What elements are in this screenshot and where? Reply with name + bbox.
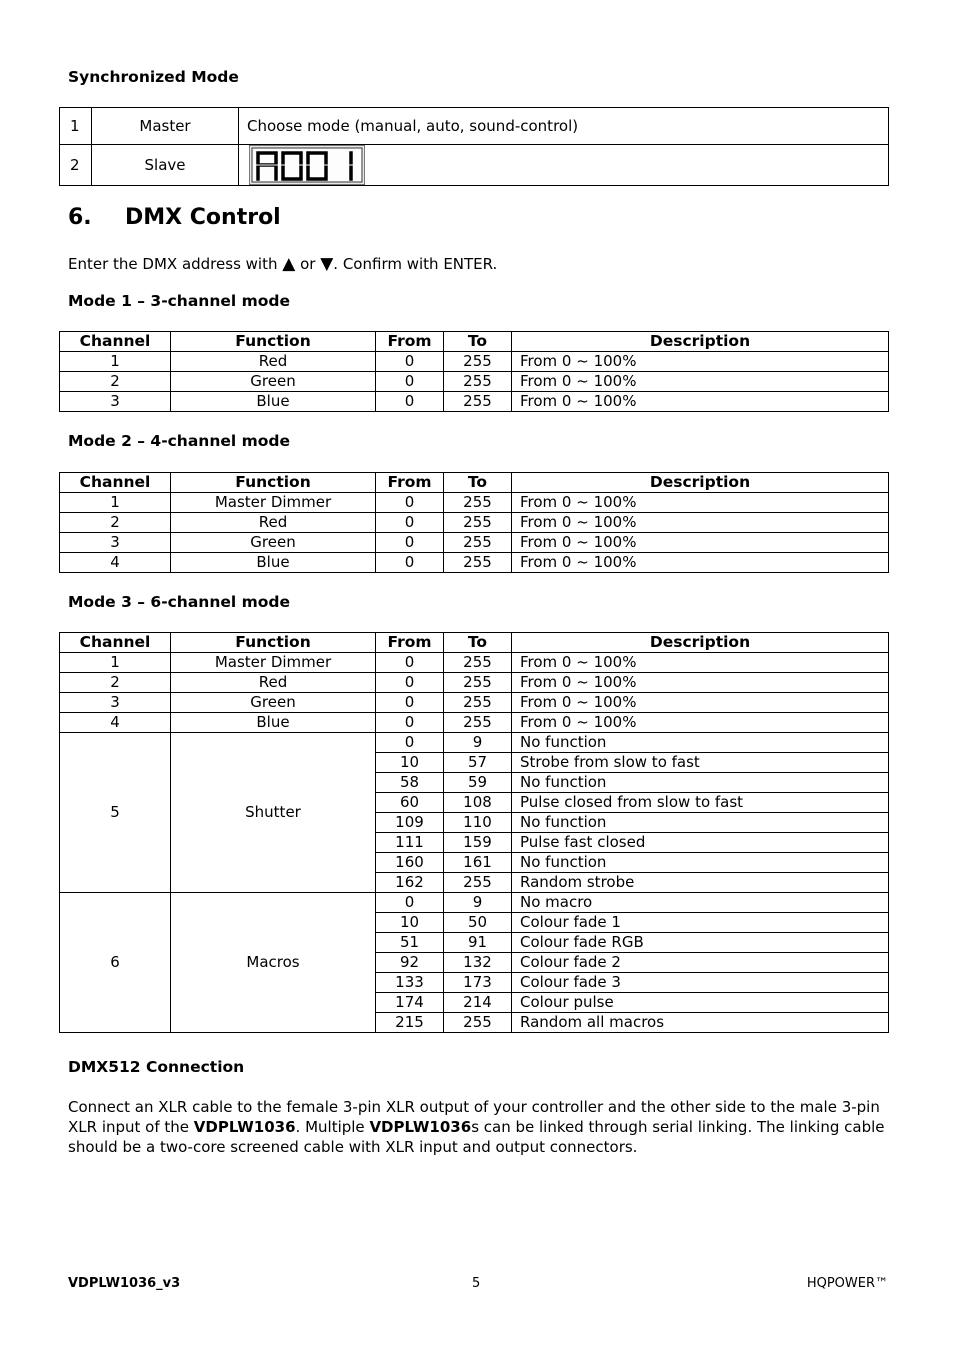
cell-to: 59 xyxy=(444,773,512,793)
col-description: Description xyxy=(512,633,889,653)
cell-description: Colour fade 2 xyxy=(512,953,889,973)
col-channel: Channel xyxy=(60,332,171,352)
cell-from: 0 xyxy=(376,653,444,673)
cell-channel: 3 xyxy=(60,392,171,412)
cell-description: No macro xyxy=(512,893,889,913)
cell-description: From 0 ~ 100% xyxy=(512,713,889,733)
cell-to: 255 xyxy=(444,673,512,693)
col-channel: Channel xyxy=(60,473,171,493)
cell-description: From 0 ~ 100% xyxy=(512,653,889,673)
cell-from: 0 xyxy=(376,513,444,533)
mode2-table xyxy=(59,472,889,573)
cell-description: Colour fade 1 xyxy=(512,913,889,933)
sync-num: 2 xyxy=(60,145,92,186)
cell-description: Colour fade RGB xyxy=(512,933,889,953)
cell-from: 51 xyxy=(376,933,444,953)
cell-from: 0 xyxy=(376,493,444,513)
table-row xyxy=(60,893,889,913)
cell-to: 9 xyxy=(444,893,512,913)
cell-description: From 0 ~ 100% xyxy=(512,493,889,513)
table-row xyxy=(60,352,889,372)
cell-description: Strobe from slow to fast xyxy=(512,753,889,773)
cell-function: Red xyxy=(171,513,376,533)
cell-description: From 0 ~ 100% xyxy=(512,513,889,533)
cell-channel: 3 xyxy=(60,533,171,553)
cell-from: 0 xyxy=(376,733,444,753)
cell-to: 57 xyxy=(444,753,512,773)
cell-description: From 0 ~ 100% xyxy=(512,693,889,713)
cell-from: 0 xyxy=(376,693,444,713)
cell-channel: 6 xyxy=(60,893,171,1033)
cell-from: 0 xyxy=(376,533,444,553)
cell-to: 255 xyxy=(444,693,512,713)
table-row xyxy=(60,392,889,412)
cell-channel: 4 xyxy=(60,713,171,733)
intro-text: Enter the DMX address with xyxy=(68,255,283,273)
cell-from: 92 xyxy=(376,953,444,973)
cell-function: Blue xyxy=(171,392,376,412)
cell-function: Green xyxy=(171,693,376,713)
connection-text: s can be linked through serial linking. The linking cable should be a two-core screened cable with XLR input and output connectors. xyxy=(68,1118,885,1156)
cell-to: 255 xyxy=(444,513,512,533)
cell-description: From 0 ~ 100% xyxy=(512,372,889,392)
cell-from: 0 xyxy=(376,392,444,412)
cell-description: No function xyxy=(512,773,889,793)
sync-desc: Choose mode (manual, auto, sound-control) xyxy=(239,108,889,145)
cell-from: 0 xyxy=(376,893,444,913)
cell-to: 255 xyxy=(444,553,512,573)
cell-to: 132 xyxy=(444,953,512,973)
cell-to: 255 xyxy=(444,533,512,553)
cell-to: 159 xyxy=(444,833,512,853)
table-row xyxy=(60,145,889,186)
table-header-row xyxy=(60,473,889,493)
connection-heading: DMX512 Connection xyxy=(68,1058,245,1076)
footer-doc-id: VDPLW1036_v3 xyxy=(68,1276,181,1291)
cell-to: 255 xyxy=(444,372,512,392)
cell-description: From 0 ~ 100% xyxy=(512,553,889,573)
cell-description: No function xyxy=(512,853,889,873)
cell-from: 60 xyxy=(376,793,444,813)
section-title: DMX Control xyxy=(125,205,281,230)
mode3-heading: Mode 3 – 6-channel mode xyxy=(68,593,291,611)
cell-from: 58 xyxy=(376,773,444,793)
sync-display-cell xyxy=(239,145,889,186)
cell-to: 255 xyxy=(444,713,512,733)
cell-from: 109 xyxy=(376,813,444,833)
cell-description: From 0 ~ 100% xyxy=(512,673,889,693)
cell-to: 214 xyxy=(444,993,512,1013)
col-from: From xyxy=(376,633,444,653)
cell-function: Red xyxy=(171,673,376,693)
section-number: 6. xyxy=(68,205,92,230)
col-channel: Channel xyxy=(60,633,171,653)
cell-description: No function xyxy=(512,813,889,833)
cell-from: 160 xyxy=(376,853,444,873)
col-function: Function xyxy=(171,633,376,653)
sync-mode: Master xyxy=(92,108,239,145)
cell-function: Master Dimmer xyxy=(171,653,376,673)
cell-from: 162 xyxy=(376,873,444,893)
table-row xyxy=(60,108,889,145)
cell-channel: 4 xyxy=(60,553,171,573)
col-function: Function xyxy=(171,332,376,352)
cell-description: From 0 ~ 100% xyxy=(512,392,889,412)
table-row xyxy=(60,533,889,553)
mode1-heading: Mode 1 – 3-channel mode xyxy=(68,292,291,310)
cell-channel: 2 xyxy=(60,372,171,392)
cell-description: Colour pulse xyxy=(512,993,889,1013)
connection-text: . Multiple xyxy=(295,1118,370,1136)
cell-from: 111 xyxy=(376,833,444,853)
cell-channel: 1 xyxy=(60,352,171,372)
table-row xyxy=(60,713,889,733)
cell-to: 9 xyxy=(444,733,512,753)
table-row xyxy=(60,733,889,753)
cell-function: Green xyxy=(171,372,376,392)
cell-description: From 0 ~ 100% xyxy=(512,533,889,553)
mode1-table xyxy=(59,331,889,412)
cell-description: From 0 ~ 100% xyxy=(512,352,889,372)
connection-text: Connect an XLR cable to the female 3-pin XLR output of your controller and the other side to the male 3-pin XLR input of the xyxy=(68,1098,880,1136)
cell-description: Random all macros xyxy=(512,1013,889,1033)
cell-description: Pulse fast closed xyxy=(512,833,889,853)
cell-to: 255 xyxy=(444,653,512,673)
arrow-up-icon: ▲ xyxy=(282,254,296,274)
table-header-row xyxy=(60,332,889,352)
cell-from: 133 xyxy=(376,973,444,993)
cell-to: 255 xyxy=(444,392,512,412)
cell-from: 174 xyxy=(376,993,444,1013)
cell-channel: 1 xyxy=(60,493,171,513)
product-code: VDPLW1036 xyxy=(369,1118,472,1136)
sync-heading: Synchronized Mode xyxy=(68,68,239,86)
arrow-down-icon: ▼ xyxy=(320,254,334,274)
cell-function: Macros xyxy=(171,893,376,1033)
table-row xyxy=(60,493,889,513)
cell-from: 0 xyxy=(376,553,444,573)
cell-to: 255 xyxy=(444,352,512,372)
cell-from: 215 xyxy=(376,1013,444,1033)
cell-to: 110 xyxy=(444,813,512,833)
cell-function: Red xyxy=(171,352,376,372)
col-function: Function xyxy=(171,473,376,493)
sync-table xyxy=(59,107,889,186)
cell-to: 255 xyxy=(444,493,512,513)
product-code: VDPLW1036 xyxy=(193,1118,296,1136)
col-description: Description xyxy=(512,473,889,493)
cell-from: 0 xyxy=(376,713,444,733)
col-description: Description xyxy=(512,332,889,352)
table-header-row xyxy=(60,633,889,653)
footer-page-number: 5 xyxy=(472,1276,481,1291)
cell-from: 0 xyxy=(376,352,444,372)
table-row xyxy=(60,673,889,693)
cell-description: Colour fade 3 xyxy=(512,973,889,993)
mode2-heading: Mode 2 – 4-channel mode xyxy=(68,432,291,450)
cell-description: Pulse closed from slow to fast xyxy=(512,793,889,813)
cell-function: Shutter xyxy=(171,733,376,893)
sync-num: 1 xyxy=(60,108,92,145)
table-row xyxy=(60,553,889,573)
table-row xyxy=(60,693,889,713)
cell-channel: 2 xyxy=(60,513,171,533)
cell-channel: 5 xyxy=(60,733,171,893)
cell-to: 255 xyxy=(444,873,512,893)
cell-channel: 3 xyxy=(60,693,171,713)
col-to: To xyxy=(444,633,512,653)
cell-description: Random strobe xyxy=(512,873,889,893)
cell-function: Blue xyxy=(171,553,376,573)
led-display-image xyxy=(249,145,365,185)
table-row xyxy=(60,513,889,533)
cell-from: 10 xyxy=(376,913,444,933)
col-from: From xyxy=(376,473,444,493)
cell-function: Master Dimmer xyxy=(171,493,376,513)
dmx-intro xyxy=(68,254,497,274)
table-row xyxy=(60,653,889,673)
col-to: To xyxy=(444,332,512,352)
cell-to: 91 xyxy=(444,933,512,953)
cell-channel: 1 xyxy=(60,653,171,673)
table-row xyxy=(60,372,889,392)
cell-from: 0 xyxy=(376,372,444,392)
mode3-table xyxy=(59,632,889,1033)
cell-function: Blue xyxy=(171,713,376,733)
sync-mode: Slave xyxy=(92,145,239,186)
cell-from: 10 xyxy=(376,753,444,773)
cell-to: 173 xyxy=(444,973,512,993)
intro-or: or xyxy=(295,255,321,273)
connection-paragraph xyxy=(68,1097,898,1157)
cell-channel: 2 xyxy=(60,673,171,693)
col-from: From xyxy=(376,332,444,352)
cell-function: Green xyxy=(171,533,376,553)
intro-confirm: . Confirm with ENTER. xyxy=(333,255,498,273)
cell-to: 108 xyxy=(444,793,512,813)
cell-to: 161 xyxy=(444,853,512,873)
cell-to: 255 xyxy=(444,1013,512,1033)
cell-from: 0 xyxy=(376,673,444,693)
footer-brand: HQPOWER™ xyxy=(806,1276,888,1291)
cell-to: 50 xyxy=(444,913,512,933)
cell-description: No function xyxy=(512,733,889,753)
col-to: To xyxy=(444,473,512,493)
